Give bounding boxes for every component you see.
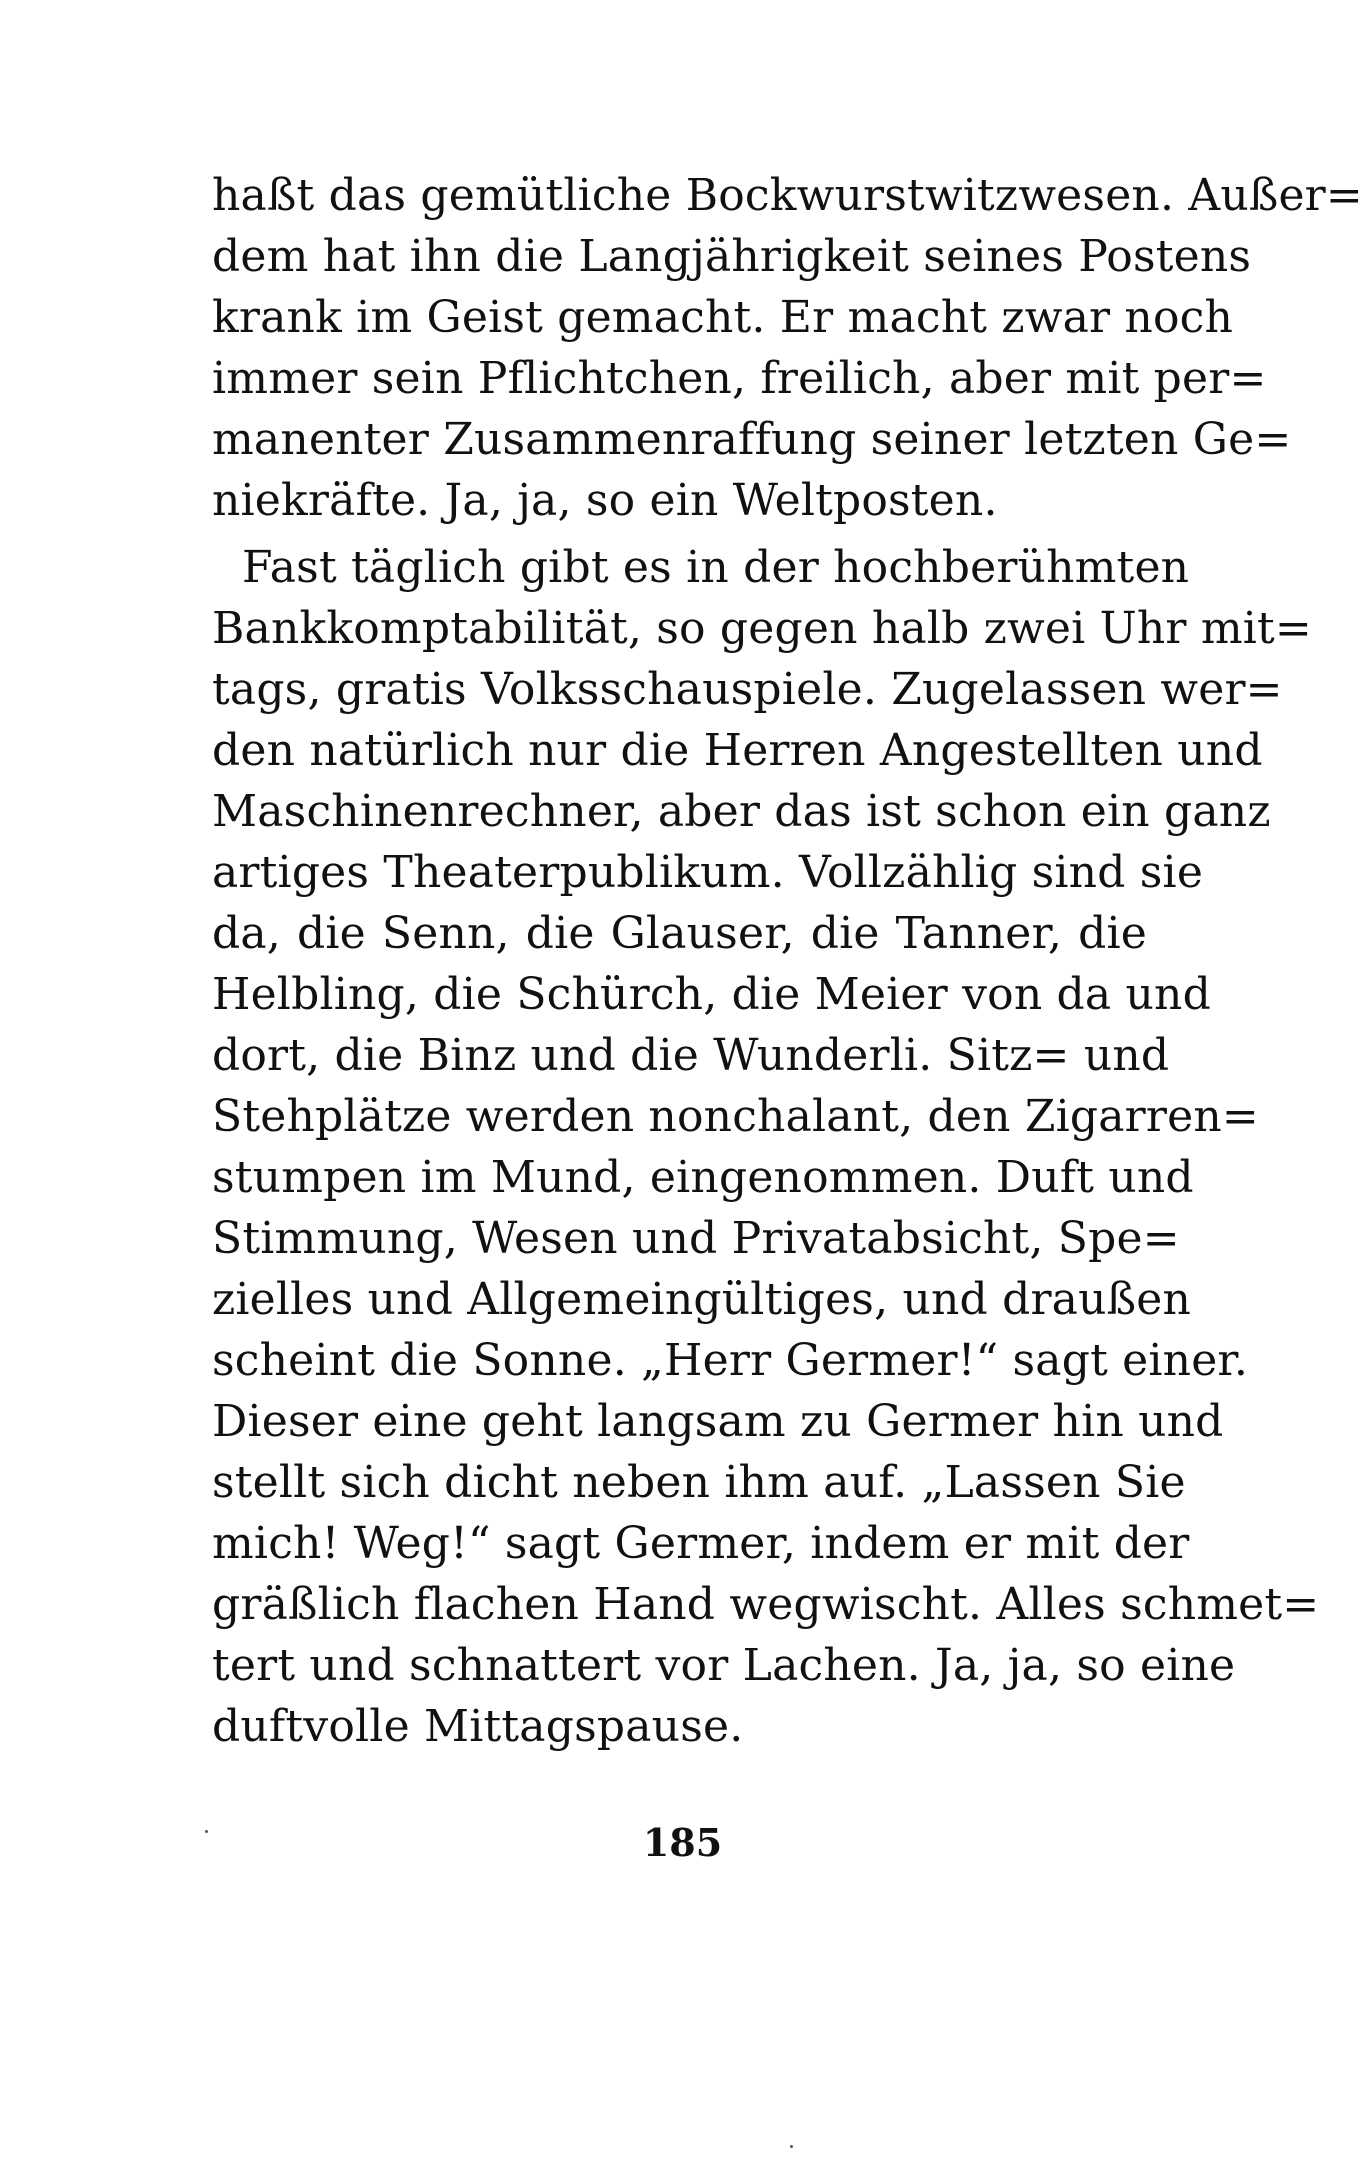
text-line: stumpen im Mund, eingenommen. Duft und (212, 1152, 1194, 1203)
text-line: tert und schnattert vor Lachen. Ja, ja, so eine (212, 1640, 1236, 1691)
body-text (212, 165, 1363, 1757)
text-line: manenter Zusammenraffung seiner letzten Ge= (212, 414, 1292, 465)
text-line: dem hat ihn die Langjährigkeit seines Postens (212, 231, 1252, 282)
page-number: 185 (642, 1820, 723, 1865)
paper-speck (205, 1830, 208, 1833)
text-line: tags, gratis Volksschauspiele. Zugelassen wer= (212, 664, 1283, 715)
text-line: mich! Weg!“ sagt Germer, indem er mit der (212, 1518, 1190, 1569)
text-line: haßt das gemütliche Bockwurstwitzwesen. Außer= (212, 170, 1363, 221)
text-line: scheint die Sonne. „Herr Germer!“ sagt einer. (212, 1335, 1249, 1386)
text-line: gräßlich flachen Hand wegwischt. Alles schmet= (212, 1579, 1320, 1630)
text-line: da, die Senn, die Glauser, die Tanner, die (212, 908, 1147, 959)
text-line: dort, die Binz und die Wunderli. Sitz= und (212, 1030, 1170, 1081)
text-line: Fast täglich gibt es in der hochberühmten (242, 542, 1190, 593)
text-line: immer sein Pflichtchen, freilich, aber mit per= (212, 353, 1267, 404)
text-line: krank im Geist gemacht. Er macht zwar noch (212, 292, 1234, 343)
text-line: duftvolle Mittagspause. (212, 1701, 744, 1752)
text-line: Stimmung, Wesen und Privatabsicht, Spe= (212, 1213, 1180, 1264)
text-line: zielles und Allgemeingültiges, und draußen (212, 1274, 1192, 1325)
text-line: Helbling, die Schürch, die Meier von da und (212, 969, 1211, 1020)
text-line: artiges Theaterpublikum. Vollzählig sind sie (212, 847, 1204, 898)
text-line: den natürlich nur die Herren Angestellten und (212, 725, 1263, 776)
text-line: Bankkomptabilität, so gegen halb zwei Uhr mit= (212, 603, 1312, 654)
text-line: niekräfte. Ja, ja, so ein Weltposten. (212, 475, 998, 526)
text-line: Maschinenrechner, aber das ist schon ein ganz (212, 786, 1271, 837)
paper-speck (790, 2145, 793, 2148)
text-line: Stehplätze werden nonchalant, den Zigarren= (212, 1091, 1259, 1142)
text-line: Dieser eine geht langsam zu Germer hin und (212, 1396, 1224, 1447)
text-line: stellt sich dicht neben ihm auf. „Lassen Sie (212, 1457, 1186, 1508)
